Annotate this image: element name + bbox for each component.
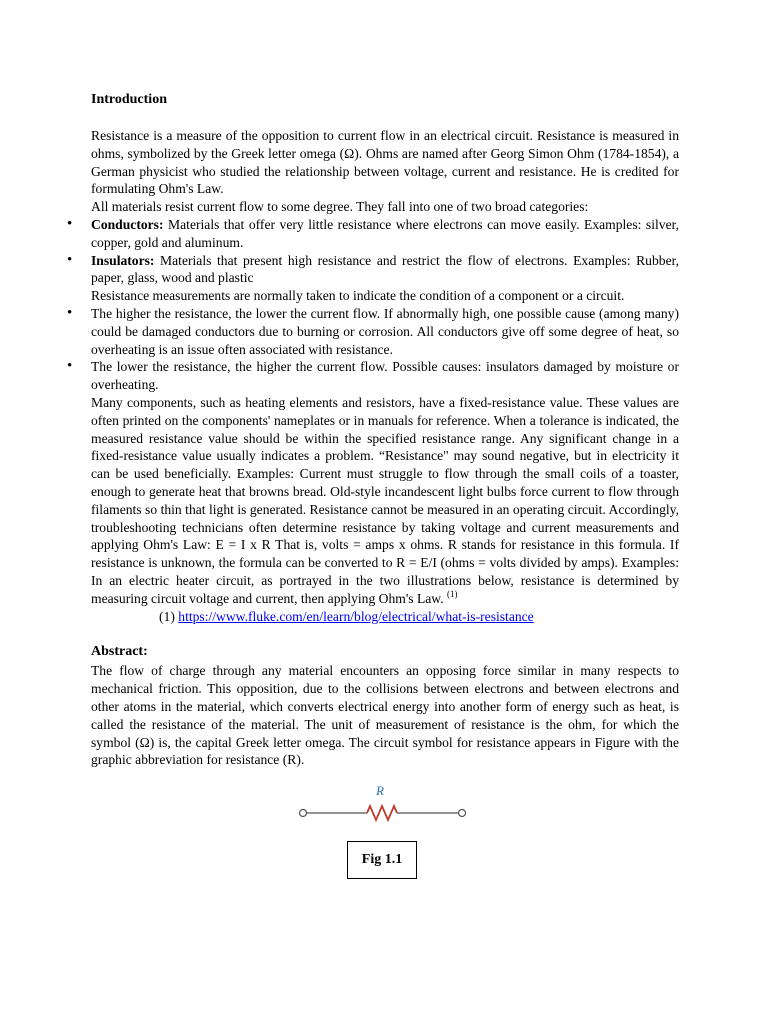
- list-item-lower-resistance: [67, 358, 679, 394]
- introduction-heading: Introduction: [91, 92, 167, 107]
- resistor-symbol-icon: [291, 781, 471, 825]
- list-item-higher-resistance: [67, 304, 679, 358]
- resistor-zigzag-icon: [367, 806, 397, 820]
- insulators-text: Materials that present high resistance and restrict the flow of electrons. Examples: Rubber, paper, glass, wood and plastic: [91, 252, 679, 286]
- conductors-label: Conductors:: [91, 216, 164, 232]
- intro-paragraph-2: All materials resist current flow to some degree. They fall into one of two broad categories:: [91, 199, 589, 215]
- bullet-icon: •: [67, 304, 73, 321]
- intro-paragraph-4-text: Many components, such as heating elements and resistors, have a fixed-resistance value. These values are often printed on the components' nameplates or in manuals for reference. When a tolerance is indicated, the measured resistance value should be within the specified resistance range. Any significant change in a fixed-resistance value usually indicates a problem. “Resistance" may sound negative, but in electricity it can be used beneficially. Examples: Current must struggle to flow through the small coils of a toaster, enough to generate heat that browns bread. Old-style incandescent light bulbs force current to flow through filaments so thin that light is generated. Resistance cannot be measured in an operating circuit. Accordingly, troubleshooting technicians often determine resistance by taking voltage and current measurements and applying Ohm's Law: E = I x R That is, volts = amps x ohms. R stands for resistance in this formula. If resistance is unknown, the formula can be converted to R = E/I (ohms = volts divided by amps). Examples: In an electric heater circuit, as portrayed in the two illustrations below, resistance is determined by measuring circuit voltage and current, then applying Ohm's Law.: [91, 394, 679, 606]
- abstract-heading: Abstract:: [91, 644, 148, 660]
- terminal-left-icon: [300, 810, 307, 817]
- list-item-conductors: [67, 215, 679, 252]
- footnote-marker: (1): [447, 588, 458, 599]
- list-item-insulators: [67, 251, 679, 288]
- terminal-right-icon: [459, 810, 466, 817]
- conductors-text: Materials that offer very little resistance where electrons can move easily. Examples: silver, copper, gold and aluminum.: [91, 216, 679, 250]
- intro-paragraph-1: Resistance is a measure of the opposition to current flow in an electrical circuit. Resistance is measured in ohms, symbolized by the Greek letter omega (Ω). Ohms are named after Georg Simon Ohm (1784-1854), a German physicist who studied the relationship between voltage, current and resistance. He is credited for formulating Ohm's Law.: [91, 128, 679, 197]
- bullet-icon: •: [67, 215, 73, 232]
- figure-resistor: [91, 769, 679, 889]
- reference: [91, 608, 679, 626]
- intro-paragraph-4: [91, 394, 679, 608]
- intro-paragraph-3: Resistance measurements are normally taken to indicate the condition of a component or a circuit.: [91, 288, 625, 304]
- resistor-label: R: [376, 783, 384, 799]
- abstract-paragraph: The flow of charge through any material encounters an opposing force similar in many respects to mechanical friction. This opposition, due to the collisions between electrons and between electrons and other atoms in the material, which converts electrical energy into another form of energy such as heat, is called the resistance of the material. The unit of measurement of resistance is the ohm, for which the symbol (Ω) is, the capital Greek letter omega. The circuit symbol for resistance appears in Figure with the graphic abbreviation for resistance (R).: [91, 663, 679, 768]
- figure-caption: Fig 1.1: [347, 841, 417, 879]
- lower-resistance-text: The lower the resistance, the higher the current flow. Possible causes: insulators damaged by moisture or overheating.: [91, 359, 679, 393]
- insulators-label: Insulators:: [91, 252, 155, 268]
- bullet-icon: •: [67, 251, 73, 268]
- bullet-icon: •: [67, 358, 73, 375]
- higher-resistance-text: The higher the resistance, the lower the current flow. If abnormally high, one possible cause (among many) could be damaged conductors due to burning or corrosion. All conductors give off some degree of heat, so overheating is an issue often associated with resistance.: [91, 305, 679, 357]
- reference-label: (1): [159, 608, 175, 624]
- material-categories-list: [67, 215, 679, 287]
- resistance-effects-list: [67, 304, 679, 394]
- document-page: [67, 90, 679, 889]
- reference-link[interactable]: https://www.fluke.com/en/learn/blog/electrical/what-is-resistance: [178, 608, 534, 624]
